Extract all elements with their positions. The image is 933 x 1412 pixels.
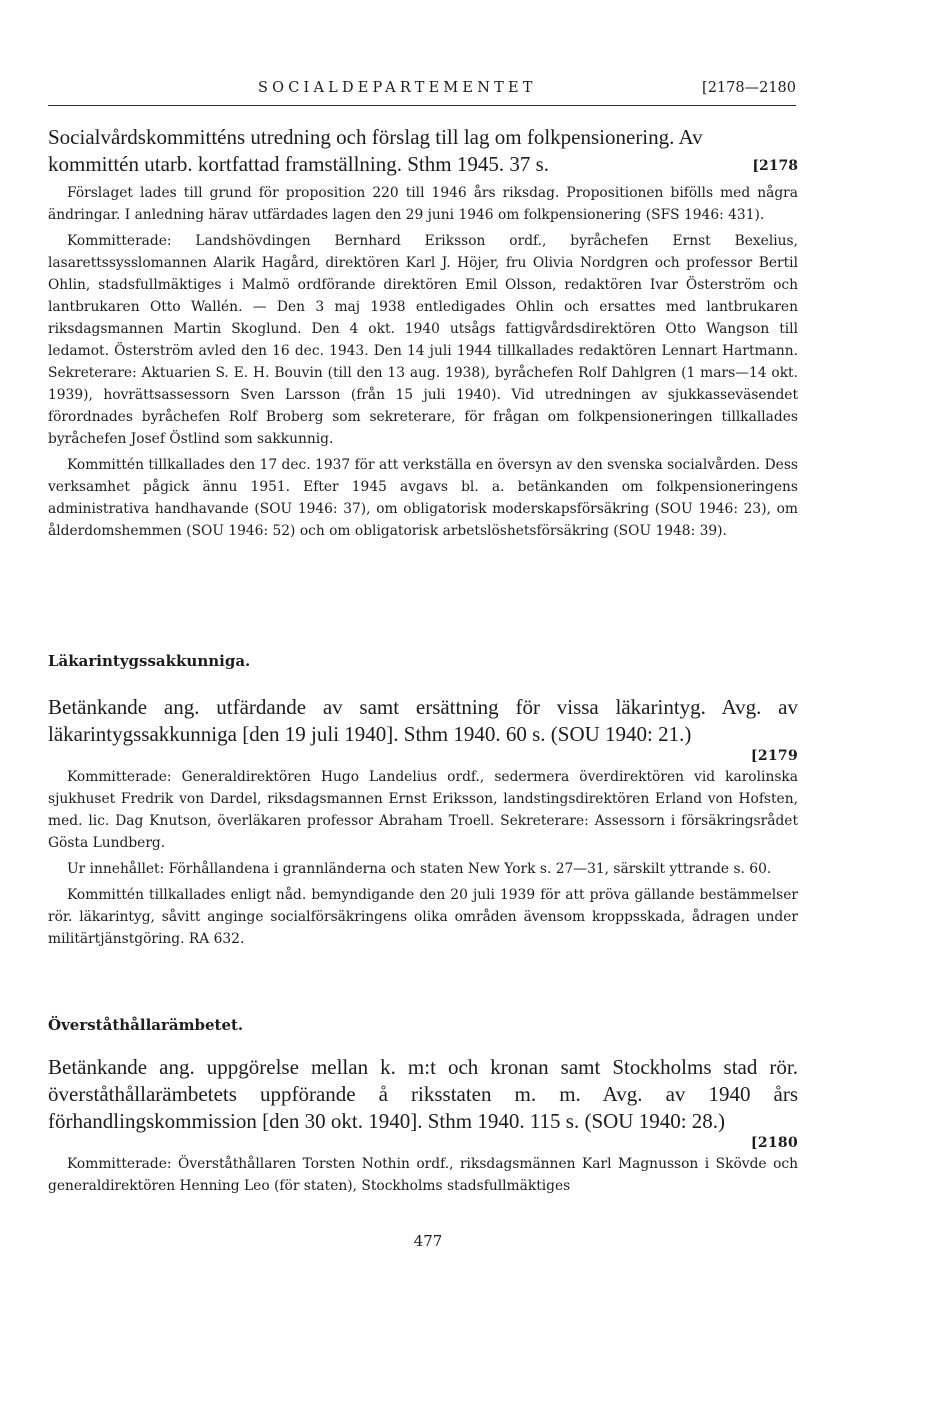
entry-2178 (48, 124, 798, 542)
entry-2178-paragraph-1: Förslaget lades till grund för proposition 220 till 1946 års riksdag. Propositionen bifölls med några ändringar. I anledning härav utfärdades lagen den 29 juni 1946 om folkpensionering (SFS 1946: 431). (48, 185, 798, 223)
document-page (48, 0, 800, 1412)
running-header (48, 80, 800, 104)
header-entry-range: [2178—2180 (702, 80, 796, 96)
entry-2179-paragraph-1: Kommitterade: Generaldirektören Hugo Landelius ordf., sedermera överdirektören vid karolinska sjukhuset Fredrik von Dardel, riksdagsmannen Ernst Eriksson, landstingsdirektören Erland von Hofsten, med. lic. Dag Knutson, överläkaren professor Abraham Troell. Sekreterare: Assessorn i försäkringsrådet Gösta Lundberg. (48, 769, 798, 851)
entry-2180-title: Betänkande ang. uppgörelse mellan k. m:t och kronan samt Stockholms stad rör. överståthållarämbetets uppförande å riksstaten m. m. Avg. av 1940 års förhandlingskommission [den 30 okt. 1940]. Sthm 1940. 115 s. (SOU 1940: 28.) (48, 1055, 798, 1133)
entry-2178-title-line2: kommittén utarb. kortfattad framställning. Sthm 1945. 37 s. (48, 152, 550, 176)
entry-2180 (48, 1054, 798, 1197)
header-title: SOCIALDEPARTEMENTET (258, 80, 537, 96)
entry-2179-marker: [2179 (750, 748, 798, 764)
entry-2178-marker: [2178 (752, 158, 798, 174)
section-heading-overstathallarambetet: Överståthållarämbetet. (48, 1016, 244, 1034)
entry-2178-title (48, 124, 798, 178)
entry-2178-paragraph-3: Kommittén tillkallades den 17 dec. 1937 för att verkställa en översyn av den svenska socialvården. Dess verksamhet pågick ännu 1951. Efter 1945 avgavs bl. a. betänkanden om folkpensioneringens administrativa handhavande (SOU 1946: 37), om obligatorisk moderskapsförsäkring (SOU 1946: 23), om ålderdomshemmen (SOU 1946: 52) och om obligatorisk arbetslöshetsförsäkring (SOU 1948: 39). (48, 457, 798, 539)
section-heading-lakarintygssakkunniga: Läkarintygssakkunniga. (48, 652, 251, 670)
entry-2178-paragraph-2: Kommitterade: Landshövdingen Bernhard Eriksson ordf., byråchefen Ernst Bexelius, lasarettssysslomannen Alarik Hagård, direktören Karl J. Höjer, fru Olivia Nordgren och professor Bertil Ohlin, stadsfullmäktiges i Malmö ordförande direktören Emil Olsson, redaktören Ivar Österström och lantbrukaren Otto Wallén. — Den 3 maj 1938 entledigades Ohlin och ersattes med lantbrukaren riksdagsmannen Martin Skoglund. Den 4 okt. 1940 utsågs fattigvårdsdirektören Otto Wangson till ledamot. Österström avled den 16 dec. 1943. Den 14 juli 1944 tillkallades redaktören Lennart Hartmann. Sekreterare: Aktuarien S. E. H. Bouvin (till den 13 aug. 1938), byråchefen Rolf Dahlgren (1 mars—14 okt. 1939), hovrättsassessorn Sven Larsson (från 15 juli 1940). Vid utredningen av sjukkasseväsendet förordnades byråchefen Rolf Broberg som sekreterare, för frågan om folkpensioneringen tillkallades byråchefen Josef Östlind som sakkunnig. (48, 233, 798, 447)
header-rule (48, 105, 796, 106)
entry-2178-title-line1: Socialvårdskommitténs utredning och förslag till lag om folkpensionering. Av (48, 125, 703, 149)
page-number: 477 (413, 1232, 443, 1250)
entry-2179-title: Betänkande ang. utfärdande av samt ersättning för vissa läkarintyg. Avg. av läkarintygssakkunniga [den 19 juli 1940]. Sthm 1940. 60 s. (SOU 1940: 21.) (48, 695, 798, 746)
entry-2179 (48, 694, 798, 950)
entry-2179-paragraph-3: Kommittén tillkallades enligt nåd. bemyndigande den 20 juli 1939 för att pröva gällande bestämmelser rör. läkarintyg, såvitt anginge socialförsäkringens olika områden ävensom kroppsskada, ådragen under militärtjänstgöring. RA 632. (48, 887, 798, 947)
entry-2179-paragraph-2: Ur innehållet: Förhållandena i grannländerna och staten New York s. 27—31, särskilt yttrande s. 60. (67, 861, 772, 877)
entry-2180-marker: [2180 (750, 1135, 798, 1151)
entry-2180-paragraph-1: Kommitterade: Överståthållaren Torsten Nothin ordf., riksdagsmännen Karl Magnusson i Skövde och generaldirektören Henning Leo (för staten), Stockholms stadsfullmäktiges (48, 1156, 798, 1194)
